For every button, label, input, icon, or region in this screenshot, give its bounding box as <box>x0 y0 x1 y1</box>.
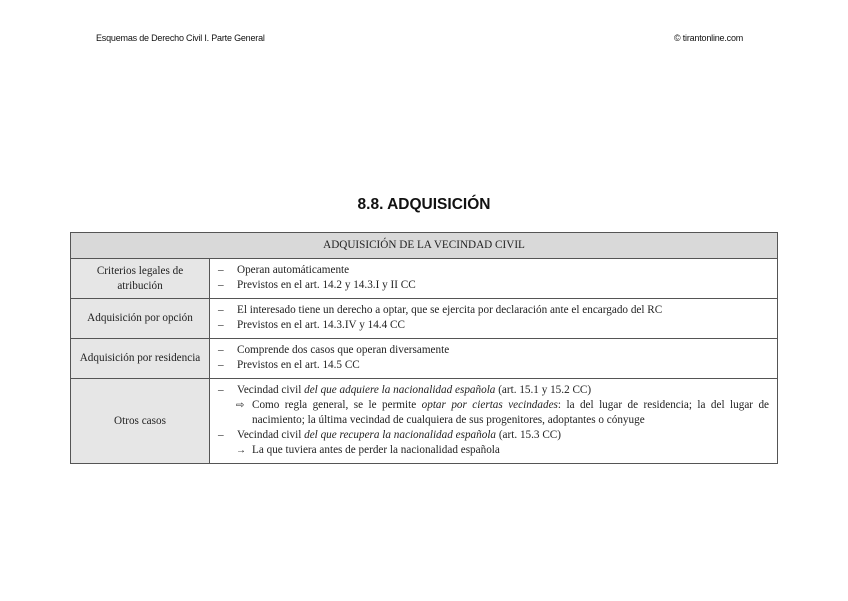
scheme-table <box>70 232 778 464</box>
list-item: – Vecindad civil del que adquiere la nacionalidad española (art. 15.1 y 15.2 CC) <box>218 384 592 396</box>
list-item: – Vecindad civil del que recupera la nacionalidad española (art. 15.3 CC) <box>218 429 561 441</box>
list-item: – Previstos en el art. 14.3.IV y 14.4 CC <box>218 319 405 331</box>
dash-bullet-icon: – <box>218 264 224 276</box>
sub-item: ⇨ Como regla general, se le permite optar por ciertas vecindades: la del lugar de residencia; la del lugar de nacimiento; la última vecindad de cualquiera de sus progenitores, adoptantes o cónyuge <box>236 399 770 426</box>
dash-bullet-icon: – <box>218 279 224 291</box>
row-content <box>210 339 778 379</box>
right-arrow-icon: → <box>236 445 246 456</box>
dash-bullet-icon: – <box>218 384 224 396</box>
header-copyright: © tirantonline.com <box>674 33 744 43</box>
list-item: – Previstos en el art. 14.2 y 14.3.I y II CC <box>218 279 416 291</box>
row-content <box>210 259 778 299</box>
hollow-arrow-icon: ⇨ <box>236 400 245 411</box>
table-row <box>71 379 778 464</box>
row-label: Adquisición por residencia <box>71 339 210 379</box>
table-row <box>71 299 778 339</box>
table-header-row <box>71 233 778 259</box>
row-label: Criterios legales de atribución <box>71 259 210 299</box>
row-label: Otros casos <box>71 379 210 464</box>
row-label: Adquisición por opción <box>71 299 210 339</box>
table-row <box>71 259 778 299</box>
dash-bullet-icon: – <box>218 304 224 316</box>
row-content <box>210 379 778 464</box>
dash-bullet-icon: – <box>218 319 224 331</box>
header-book-title: Esquemas de Derecho Civil I. Parte General <box>96 33 265 43</box>
dash-bullet-icon: – <box>218 344 224 356</box>
list-item: – Operan automáticamente <box>218 264 350 276</box>
table-heading: ADQUISICIÓN DE LA VECINDAD CIVIL <box>71 233 778 259</box>
section-title: 8.8. ADQUISICIÓN <box>357 196 491 213</box>
list-item: – Previstos en el art. 14.5 CC <box>218 359 360 371</box>
dash-bullet-icon: – <box>218 359 224 371</box>
dash-bullet-icon: – <box>218 429 224 441</box>
sub-item: → La que tuviera antes de perder la nacionalidad española <box>236 444 500 456</box>
table-row <box>71 339 778 379</box>
row-content <box>210 299 778 339</box>
list-item: – Comprende dos casos que operan diversamente <box>218 344 450 356</box>
list-item: – El interesado tiene un derecho a optar, que se ejercita por declaración ante el encargado del RC <box>218 304 663 316</box>
